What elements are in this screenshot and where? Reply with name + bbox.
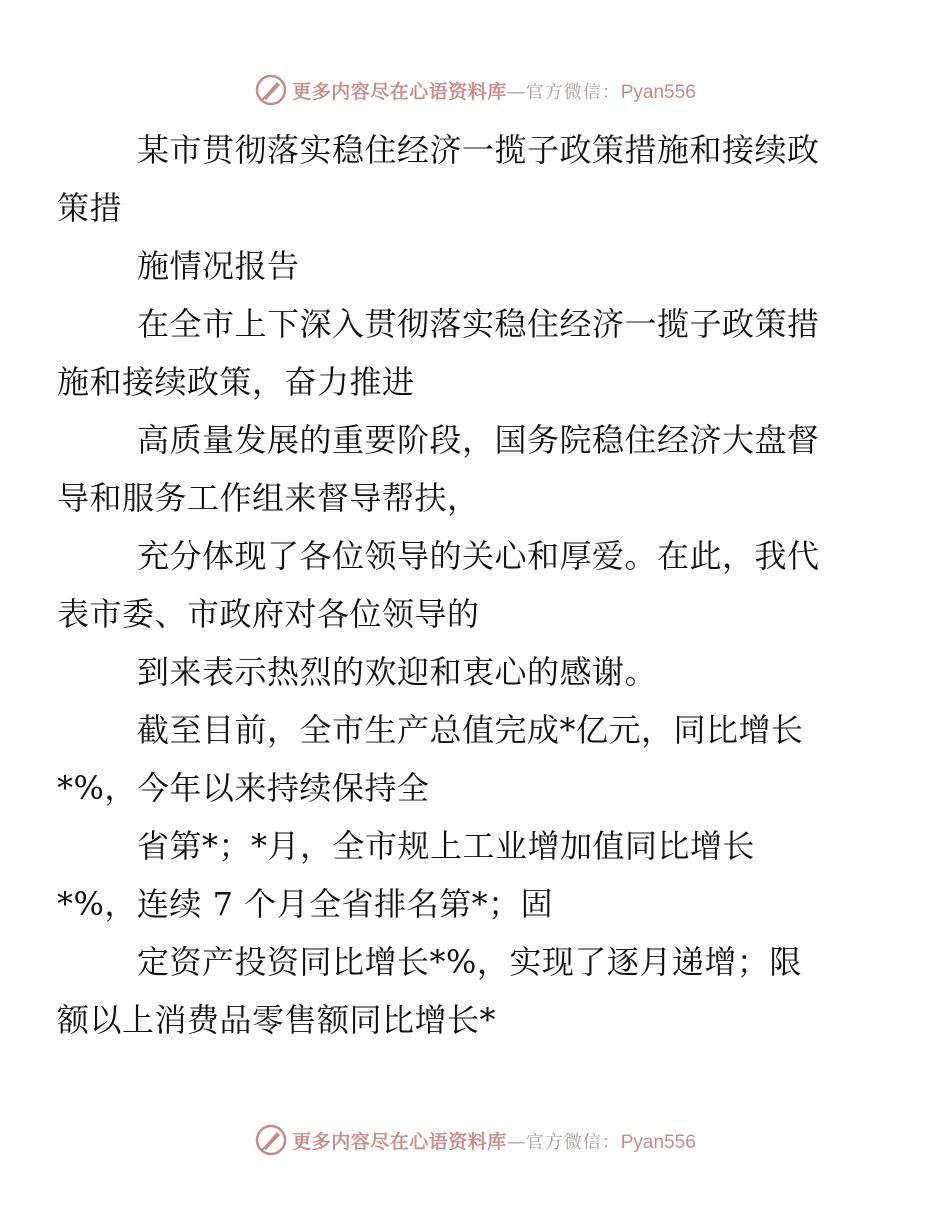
paragraph-line: 到来表示热烈的欢迎和衷心的感谢。 [137, 653, 658, 691]
quill-pen-logo-icon [254, 73, 288, 107]
paragraph [57, 295, 853, 411]
paragraph-line: 高质量发展的重要阶段，国务院稳住经济大盘督 [137, 421, 820, 459]
paragraph-line: 施和接续政策，奋力推进 [57, 363, 415, 401]
paragraph [57, 933, 853, 1049]
paragraph [97, 237, 853, 295]
paragraph-line: 表市委、市政府对各位领导的 [57, 595, 480, 633]
footer-watermark [0, 1122, 950, 1158]
paragraph-line: 导和服务工作组来督导帮扶， [57, 479, 480, 517]
paragraph [57, 701, 853, 817]
paragraph-line: 施情况报告 [137, 247, 300, 285]
watermark-separator: — [506, 80, 526, 103]
paragraph-line: 定资产投资同比增长*%，实现了逐月递增；限 [137, 943, 802, 981]
watermark-wechat-label: 官方微信： [525, 1131, 621, 1153]
document-body [57, 121, 853, 1049]
paragraph-line: 某市贯彻落实稳住经济一揽子政策措施和接续政 [137, 131, 820, 169]
header-watermark [0, 72, 950, 108]
paragraph-line: 在全市上下深入贯彻落实稳住经济一揽子政策措 [137, 305, 820, 343]
watermark-wechat-id: Pyan556 [620, 1131, 696, 1153]
paragraph-line: 额以上消费品零售额同比增长* [57, 1001, 497, 1039]
watermark-title: 更多内容尽在心语资料库 [292, 80, 507, 103]
paragraph-line: 充分体现了各位领导的关心和厚爱。在此，我代 [137, 537, 820, 575]
quill-pen-logo-icon [254, 1123, 288, 1157]
paragraph-line: 截至目前，全市生产总值完成*亿元，同比增长 [137, 711, 804, 749]
watermark-separator: — [506, 1130, 526, 1153]
watermark-wechat-id: Pyan556 [620, 81, 696, 103]
paragraph [97, 643, 853, 701]
paragraph [57, 411, 853, 527]
paragraph-line: *%，今年以来持续保持全 [57, 769, 430, 807]
watermark-wechat-label: 官方微信： [525, 81, 621, 103]
paragraph [57, 817, 853, 933]
watermark-title: 更多内容尽在心语资料库 [292, 1130, 507, 1153]
paragraph [57, 527, 853, 643]
paragraph-line: 策措 [57, 189, 123, 227]
paragraph [57, 121, 853, 237]
paragraph-line: 省第*；*月，全市规上工业增加值同比增长 [137, 827, 756, 865]
paragraph-line: *%，连续 7 个月全省排名第*；固 [57, 885, 554, 923]
